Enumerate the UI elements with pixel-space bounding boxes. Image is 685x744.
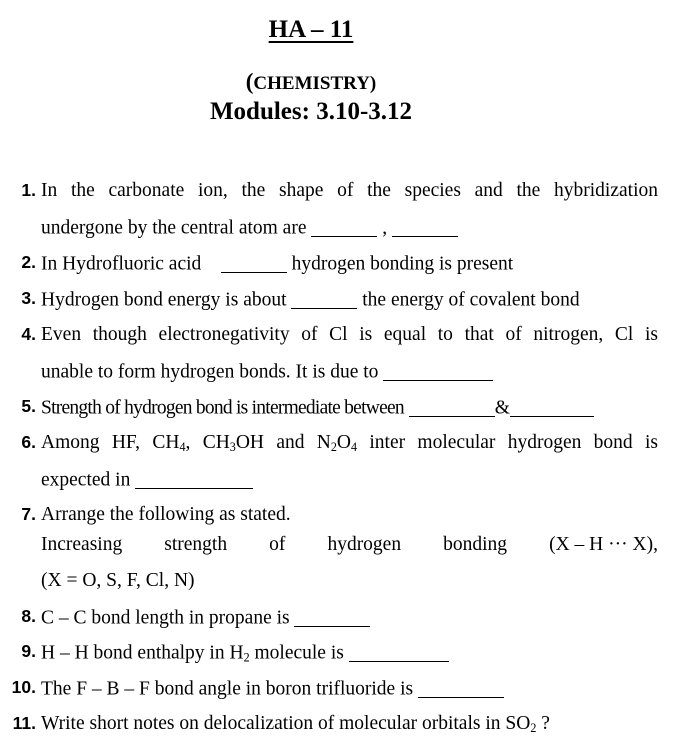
question-text: Arrange the following as stated. (41, 504, 291, 525)
question-text: In the carbonate ion, the shape of the species and the hybridization (41, 180, 658, 201)
modules-heading: Modules: 3.10-3.12 (209, 98, 413, 125)
subject-name: CHEMISTRY) (253, 73, 377, 94)
question-number: 3. (21, 288, 36, 308)
answer-blank[interactable] (418, 677, 504, 698)
subject-heading (0, 69, 622, 95)
question-number: 11. (12, 713, 36, 733)
answer-blank[interactable] (221, 252, 287, 273)
answer-blank[interactable] (349, 641, 449, 662)
subject-paren: ( (245, 69, 254, 94)
question-text-cont: (X = O, S, F, Cl, N) (41, 570, 195, 591)
question-text: C – C bond length in propane is (41, 606, 658, 630)
question-number: 5. (21, 396, 36, 416)
question-text: In Hydrofluoric acid hydrogen bonding is present (41, 253, 514, 275)
question-number: 6. (21, 432, 36, 452)
question-text-cont: Increasing strength of hydrogen bonding (X – H ··· X), (41, 534, 658, 555)
question-text-cont: undergone by the central atom are , (41, 216, 658, 240)
question-number: 8. (21, 606, 36, 626)
answer-blank[interactable] (392, 216, 458, 237)
answer-blank[interactable] (409, 396, 495, 417)
question-text-cont: expected in (41, 468, 658, 492)
question-text: The F – B – F bond angle in boron trifluoride is (41, 677, 658, 701)
answer-blank[interactable] (383, 360, 493, 381)
answer-blank[interactable] (311, 216, 377, 237)
question-number: 7. (21, 504, 36, 524)
question-text: Among HF, $CH_4$, $CH_3OH$ and $N_2O_4$ inter molecular hydrogen bond is (41, 432, 658, 455)
question-text: Hydrogen bond energy is about the energy of covalent bond (41, 289, 580, 311)
question-number: 4. (21, 324, 36, 344)
question-number: 10. (11, 677, 36, 697)
question-text-cont: unable to form hydrogen bonds. It is due to (41, 360, 658, 384)
answer-blank[interactable] (510, 396, 594, 417)
question-text: Strength of hydrogen bond is intermediate between & (41, 396, 658, 420)
question-text: Even though electronegativity of Cl is equal to that of nitrogen, Cl is (41, 324, 658, 345)
question-number: 9. (21, 641, 36, 661)
question-text: Write short notes on delocalization of molecular orbitals in $SO_2$ ? (41, 713, 550, 736)
assignment-code: HA – 11 (268, 16, 354, 43)
question-number: 2. (21, 252, 36, 272)
answer-blank[interactable] (294, 606, 370, 627)
answer-blank[interactable] (291, 288, 357, 309)
question-text: H – H bond enthalpy in $H_2$ molecule is (41, 641, 658, 665)
question-number: 1. (21, 180, 36, 200)
answer-blank[interactable] (135, 468, 253, 489)
